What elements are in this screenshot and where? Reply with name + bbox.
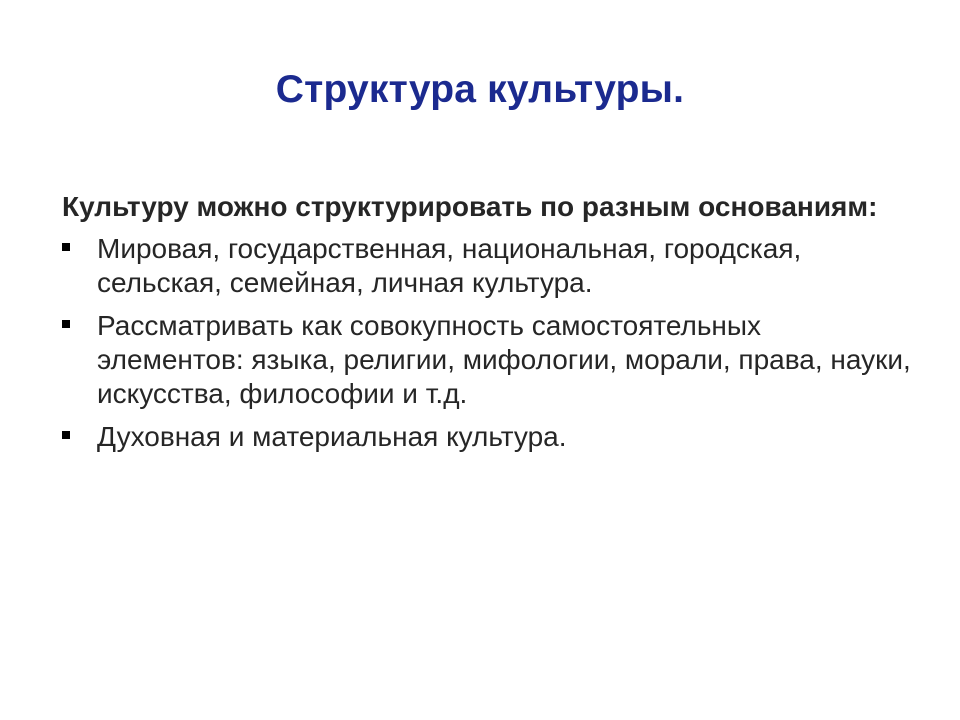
bullet-item [62,309,912,411]
square-bullet-icon [62,431,70,439]
slide-body [62,190,912,463]
bullet-text: Мировая, государственная, национальная, городская, сельская, семейная, личная культура. [97,233,802,298]
slide-title: Структура культуры. [275,68,685,111]
bullet-list [62,232,912,454]
bullet-item [62,420,912,454]
square-bullet-icon [62,243,70,251]
square-bullet-icon [62,320,70,328]
bullet-text: Духовная и материальная культура. [97,421,567,452]
intro-text: Культуру можно структурировать по разным основаниям: [62,191,878,222]
bullet-item [62,232,912,300]
bullet-text: Рассматривать как совокупность самостоятельных элементов: языка, религии, мифологии, морали, права, науки, искусства, философии и т.д. [97,310,911,409]
